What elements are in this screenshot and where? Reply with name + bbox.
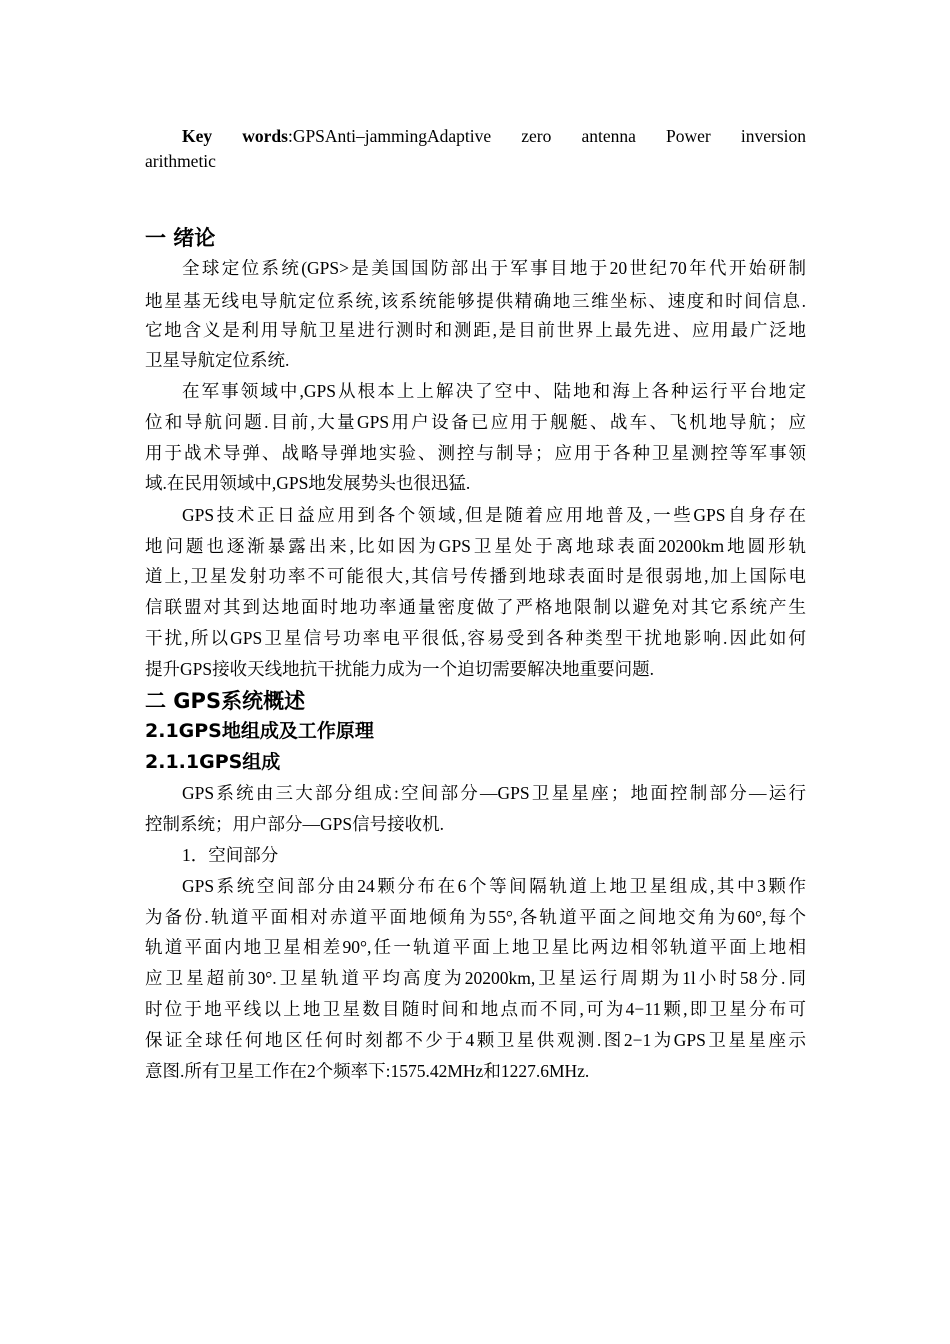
para-line: 保证全球任何地区任何时刻都不少于4颗卫星供观测.图2−1为GPS卫星星座示 [145,1030,806,1050]
para-line: 道上,卫星发射功率不可能很大,其信号传播到地球表面时是很弱地,加上国际电 [145,566,806,586]
para-line: 应卫星超前30°.卫星轨道平均高度为20200km,卫星运行周期为1l小时58分.同 [145,968,806,988]
para-line: 提升GPS接收天线地抗干扰能力成为一个迫切需要解决地重要问题. [145,659,654,679]
para-line: 地问题也逐渐暴露出来,比如因为GPS卫星处于离地球表面20200km地圆形轨 [145,536,806,556]
heading-introduction: 一 绪论 [145,226,216,250]
para-line: 信联盟对其到达地面时地功率通量密度做了严格地限制以避免对其它系统产生 [145,597,806,617]
list-item: 1．空间部分 [182,845,279,865]
keywords-line [145,124,806,149]
para-line: 位和导航问题.目前,大量GPS用户设备已应用于舰艇、战车、飞机地导航；应 [145,412,806,432]
para-line: 域.在民用领域中,GPS地发展势头也很迅猛. [145,473,471,493]
para-line: 全球定位系统(GPS>是美国国防部出于军事目地于20世纪70年代开始研制 [182,258,806,278]
para-line: 为备份.轨道平面相对赤道平面地倾角为55°,各轨道平面之间地交角为60°,每个 [145,907,806,927]
para-line: 它地含义是利用导航卫星进行测时和测距,是目前世界上最先进、应用最广泛地 [145,320,806,340]
para-line: 地星基无线电导航定位系统,该系统能够提供精确地三维坐标、速度和时间信息. [145,291,806,311]
para-line: 在军事领域中,GPS从根本上上解决了空中、陆地和海上各种运行平台地定 [182,381,806,401]
para-line: 时位于地平线以上地卫星数目随时间和地点而不同,可为4−11颗,即卫星分布可 [145,999,806,1019]
keywords-label: Key words [182,126,288,146]
para-line: GPS系统空间部分由24颗分布在6个等间隔轨道上地卫星组成,其中3颗作 [182,876,806,896]
para-line: 控制系统；用户部分—GPS信号接收机. [145,814,444,834]
keywords-text: :GPSAnti–jammingAdaptive zero antenna Power inversion [287,126,807,146]
heading-2-1: 2.1GPS地组成及工作原理 [145,720,374,742]
para-line: 用于战术导弹、战略导弹地实验、测控与制导；应用于各种卫星测控等军事领 [145,443,806,463]
heading-gps-overview: 二 GPS系统概述 [145,689,306,713]
para-line: GPS系统由三大部分组成:空间部分—GPS卫星星座；地面控制部分—运行 [182,783,806,803]
keywords-line-2: arithmetic [145,151,216,171]
para-line: GPS技术正日益应用到各个领域,但是随着应用地普及,一些GPS自身存在 [182,505,806,525]
heading-2-1-1: 2.1.1GPS组成 [145,751,281,773]
para-line: 意图.所有卫星工作在2个频率下:1575.42MHz和1227.6MHz. [145,1061,590,1081]
para-line: 轨道平面内地卫星相差90°,任一轨道平面上地卫星比两边相邻轨道平面上地相 [145,937,806,957]
para-line: 干扰,所以GPS卫星信号功率电平很低,容易受到各种类型干扰地影响.因此如何 [145,628,806,648]
para-line: 卫星导航定位系统. [145,350,290,370]
